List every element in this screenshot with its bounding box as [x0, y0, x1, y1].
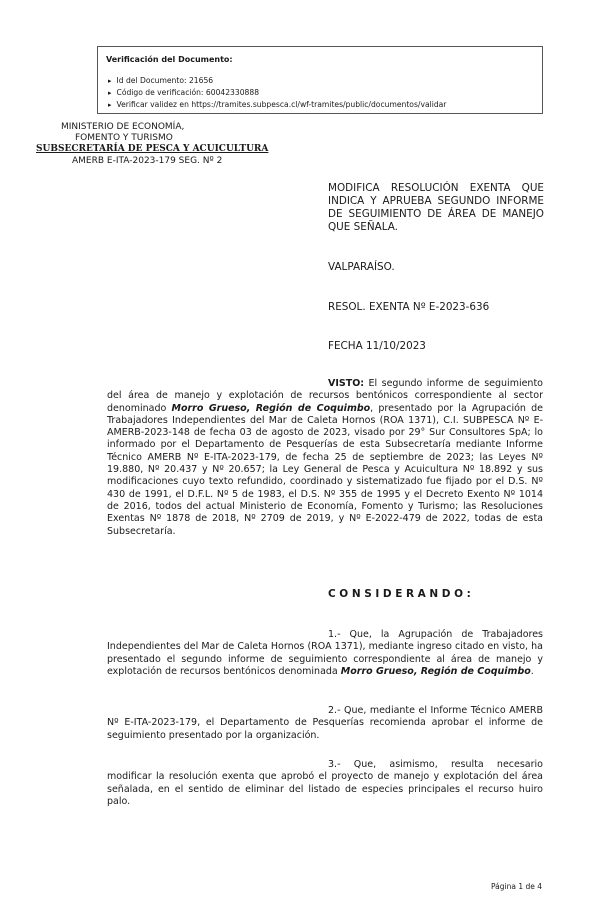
verification-link[interactable]: ▸ Verificar validez en https://tramites.subpesca.cl/wf-tramites/public/documentos/validar	[108, 99, 446, 111]
visto-paragraph	[107, 378, 543, 538]
visto-text-a: El segundo informe de seguimiento del área de manejo y explotación de recursos bentónicos correspondiente al sector denominado	[107, 378, 543, 414]
verification-box	[97, 46, 543, 114]
subsecretaria-name: SUBSECRETARÍA DE PESCA Y ACUICULTURA	[36, 144, 269, 154]
visto-text-b: , presentado por la Agrupación de Trabajadores Independientes del Mar de Caleta Hornos (ROA 1371), C.I. SUBPESCA Nº E-AMERB-2023-148 de fecha 03 de agosto de 2023, visado por 29° Sur Consultores SpA; lo informado por el Departamento de Pesquerías de esta Subsecretaría mediante Informe Técnico AMERB Nº E-ITA-2023-179, de fecha 25 de septiembre de 2023; las Leyes Nº 19.880, Nº 20.437 y Nº 20.657; la Ley General de Pesca y Acuicultura Nº 18.892 y sus modificaciones cuyo texto refundido, coordinado y sistematizado fue fijado por el D.S. Nº 430 de 1991, el D.F.L. Nº 5 de 1983, el D.S. Nº 355 de 1995 y el Decreto Exento Nº 1014 de 2016, todos del actual Ministerio de Economía, Fomento y Turismo; las Resoluciones Exentas Nº 1878 de 2018, Nº 2709 de 2019, y Nº E-2022-479 de 2022, todas de esta Subsecretaría.	[107, 402, 543, 537]
page-number: Página 1 de 4	[490, 882, 542, 891]
resolution-subject: MODIFICA RESOLUCIÓN EXENTA QUE INDICA Y APRUEBA SEGUNDO INFORME DE SEGUIMIENTO DE ÁREA DE MANEJO QUE SEÑALA.	[328, 182, 544, 233]
verification-title: Verificación del Documento:	[106, 55, 233, 64]
resolution-number: RESOL. EXENTA Nº E-2023-636	[328, 301, 490, 313]
verification-list	[108, 75, 446, 111]
item1-text-b: .	[530, 665, 534, 677]
considerando-item-2: 2.- Que, mediante el Informe Técnico AMERB Nº E-ITA-2023-179, el Departamento de Pesquerías recomienda aprobar el informe de seguimiento presentado por la organización.	[107, 705, 543, 741]
verification-code: ▸ Código de verificación: 60042330888	[108, 87, 446, 99]
visto-label: VISTO:	[328, 378, 365, 389]
visto-place: Morro Grueso, Región de Coquimbo	[171, 402, 371, 414]
considerando-item-3: 3.- Que, asimismo, resulta necesario modificar la resolución exenta que aprobó el proyecto de manejo y explotación del área señalada, en el sentido de eliminar del listado de especies principales el recurso huiro palo.	[107, 759, 543, 807]
document-id: ▸ Id del Documento: 21656	[108, 75, 446, 87]
resolution-city: VALPARAÍSO.	[328, 261, 395, 273]
item1-place: Morro Grueso, Región de Coquimbo	[340, 665, 531, 677]
reference-code: AMERB E-ITA-2023-179 SEG. Nº 2	[72, 156, 223, 166]
considerando-heading: CONSIDERANDO:	[328, 588, 475, 600]
ministry-line-1: MINISTERIO DE ECONOMÍA,	[61, 122, 185, 132]
resolution-date: FECHA 11/10/2023	[328, 340, 426, 352]
item1-text-a: 1.- Que, la Agrupación de Trabajadores Independientes del Mar de Caleta Hornos (ROA 1371), mediante ingreso citado en visto, ha presentado el segundo informe de seguimiento correspondiente al área de manejo y explotación de recursos bentónicos denominada	[107, 629, 543, 677]
considerando-item-1	[107, 629, 543, 678]
ministry-line-2: FOMENTO Y TURISMO	[75, 133, 173, 143]
